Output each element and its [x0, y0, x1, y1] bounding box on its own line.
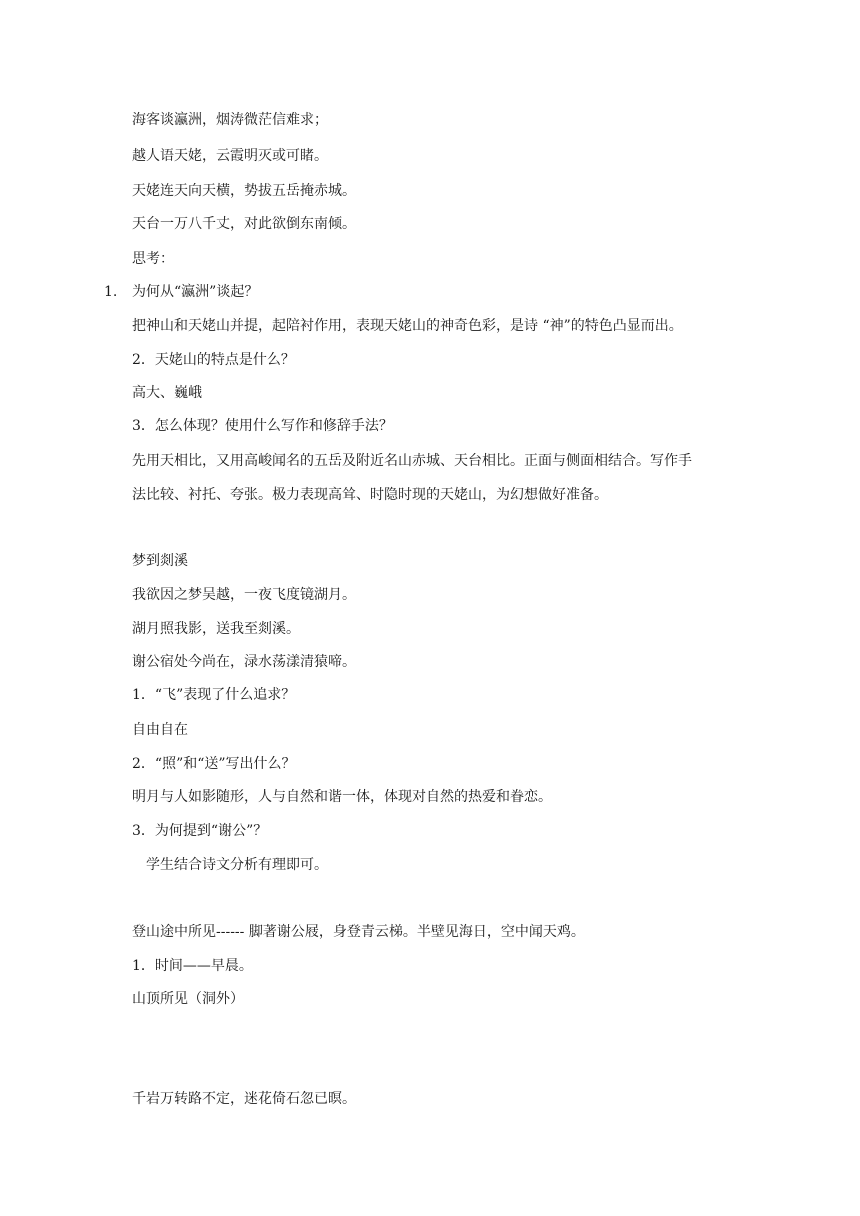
poem-line: 海客谈瀛洲，烟涛微茫信难求； [132, 112, 328, 128]
answer-text: 法比较、衬托、夸张。极力表现高耸、时隐时现的天姥山，为幻想做好准备。 [132, 487, 608, 503]
answer-text: 明月与人如影随形，人与自然和谐一体，体现对自然的热爱和眷恋。 [132, 789, 552, 805]
question-text: 1．“飞”表现了什么追求？ [132, 687, 296, 703]
poem-line: 千岩万转路不定，迷花倚石忽已暝。 [132, 1091, 356, 1107]
question-text: 2．“照”和“送”写出什么？ [132, 756, 296, 772]
question-text: 1．时间——早晨。 [132, 958, 253, 974]
poem-line: 越人语天姥，云霞明灭或可睹。 [132, 148, 328, 164]
section-line: 登山途中所见------ 脚著谢公屐，身登青云梯。半壁见海日，空中闻天鸡。 [132, 924, 585, 940]
answer-text: 自由自在 [132, 722, 188, 738]
answer-text: 把神山和天姥山并提，起陪衬作用，表现天姥山的神奇色彩，是诗 “神”的特色凸显而出。 [132, 318, 683, 334]
question-text: 2．天姥山的特点是什么？ [132, 352, 295, 368]
question-number: 1. [104, 284, 118, 300]
poem-line: 天台一万八千丈，对此欲倒东南倾。 [132, 216, 356, 232]
answer-text: 学生结合诗文分析有理即可。 [146, 857, 328, 873]
poem-line: 我欲因之梦吴越，一夜飞度镜湖月。 [132, 587, 356, 603]
answer-text: 先用天相比，又用高峻闻名的五岳及附近名山赤城、天台相比。正面与侧面相结合。写作手 [132, 453, 692, 469]
question-text: 3．为何提到“谢公”？ [132, 823, 268, 839]
section-heading: 山顶所见（洞外） [132, 991, 244, 1007]
poem-line: 湖月照我影，送我至剡溪。 [132, 621, 300, 637]
think-label: 思考： [132, 251, 174, 267]
poem-line: 谢公宿处今尚在，渌水荡漾清猿啼。 [132, 654, 356, 670]
section-heading: 梦到剡溪 [132, 553, 188, 569]
answer-text: 高大、巍峨 [132, 385, 202, 401]
poem-line: 天姥连天向天横，势拔五岳掩赤城。 [132, 183, 356, 199]
question-text: 3．怎么体现？使用什么写作和修辞手法？ [132, 418, 393, 434]
question-text: 为何从“瀛洲”谈起？ [132, 284, 259, 300]
